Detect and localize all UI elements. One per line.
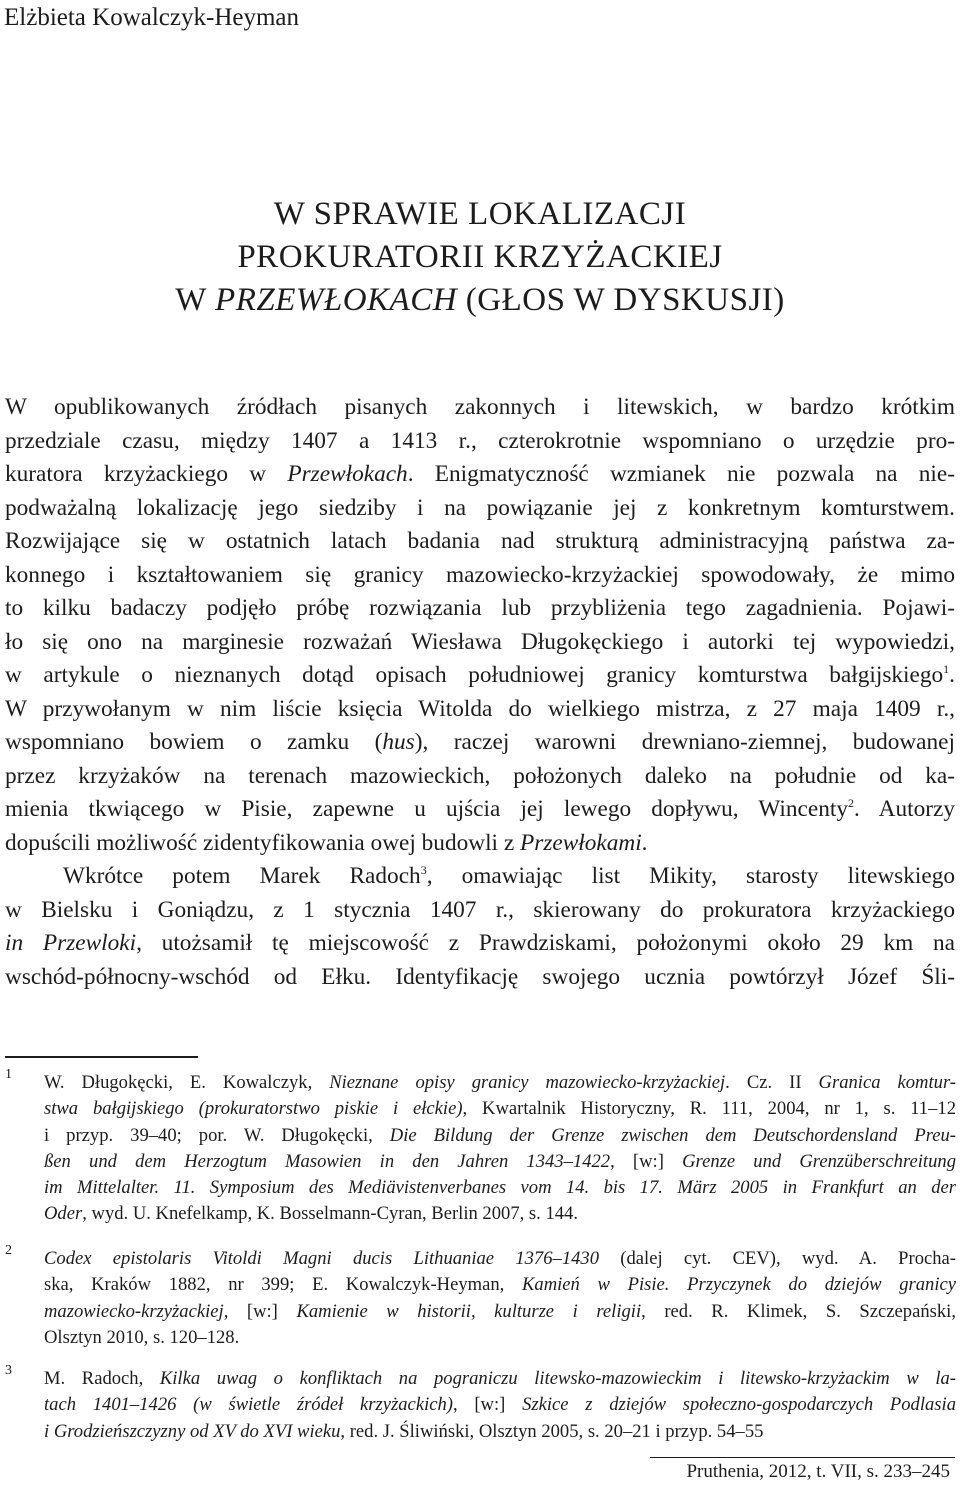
- journal-citation: Pruthenia, 2012, t. VII, s. 233–245: [686, 1461, 950, 1482]
- footnote-ref-2: 2: [847, 796, 854, 811]
- footnote-ref-1: 1: [943, 662, 950, 677]
- text: Wkrótce potem Marek Radoch: [63, 863, 421, 889]
- text: , red. R. Klimek, S. Szczepański,: [641, 1300, 956, 1322]
- text: W. Długokęcki, E. Kowalczyk,: [44, 1072, 330, 1093]
- text: (dalej cyt. CEV), wyd. A. Procha-: [599, 1248, 956, 1269]
- italic-title: Grenze und Grenzüberschreitung: [682, 1150, 956, 1172]
- body-line: [5, 927, 955, 961]
- title-line-3-pre: W: [175, 282, 216, 318]
- body-line: [5, 458, 955, 492]
- body-paragraph-1: [5, 391, 955, 994]
- running-head-author: Elżbieta Kowalczyk-Heyman: [4, 4, 300, 31]
- journal-rule: [650, 1457, 955, 1458]
- text: i przyp. 39–40; por. W. Długokęcki,: [44, 1124, 390, 1146]
- italic-title: Codex epistolaris Vitoldi Magni ducis Lithuaniae 1376–1430: [44, 1248, 600, 1269]
- text: ska, Kraków 1882, nr 399; E. Kowalczyk-Heyman,: [44, 1274, 522, 1296]
- text: , [w:]: [223, 1300, 297, 1322]
- text: .: [641, 829, 648, 856]
- italic-place-name: Przewłokach: [287, 461, 408, 487]
- body-line: [5, 659, 955, 693]
- body-line: przez krzyżaków na terenach mazowieckich, położonych daleko na południe od ka-: [5, 762, 955, 789]
- text: .: [949, 662, 955, 688]
- italic-title: Kamienie w historii, kulturze i religii: [296, 1300, 642, 1322]
- text: . Cz. II: [725, 1072, 819, 1093]
- footnote-line: Olsztyn 2010, s. 120–128.: [44, 1326, 240, 1348]
- footnote-number: 2: [5, 1243, 12, 1258]
- text: . Autorzy: [853, 796, 955, 822]
- body-line: podważalną lokalizację jego siedziby i na powiązanie jej z konkretnym komturstwem.: [5, 494, 955, 521]
- body-line: W przywołanym w nim liście księcia Witolda do wielkiego mistrza, z 27 maja 1409 r.,: [5, 695, 955, 722]
- footnote-line: [44, 1070, 956, 1096]
- text: dopuścili możliwość zidentyfikowania owej budowli z: [5, 829, 521, 856]
- footnote-text: [44, 1246, 956, 1351]
- text: M. Radoch,: [44, 1368, 160, 1389]
- italic-place-name: Przewłokami: [520, 829, 642, 856]
- footnote-line: [44, 1272, 956, 1298]
- italic-title: ßen und dem Herzogtum Masowien in den Jahren 1343–1422: [44, 1150, 611, 1172]
- article-title: [0, 193, 960, 322]
- italic-title: Granica komtur-: [818, 1072, 957, 1093]
- body-line: ło się ono na marginesie rozważań Wiesława Długokęckiego i autorki tej wypowiedzi,: [5, 628, 955, 655]
- text: w artykule o nieznanych dotąd opisach południowej granicy komturstwa bałgijskiego: [5, 662, 944, 688]
- text: ), raczej warowni drewniano-ziemnej, budowanej: [414, 729, 955, 755]
- text: , Kwartalnik Historyczny, R. 111, 2004, nr 1, s. 11–12: [462, 1098, 956, 1120]
- body-line: wschód-północny-wschód od Ełku. Identyfikację swojego ucznia powtórzył Józef Śli-: [5, 963, 955, 990]
- title-line-2: PROKURATORII KRZYŻACKIEJ: [237, 239, 723, 275]
- footnote-line: [44, 1123, 956, 1149]
- footnote-line: [44, 1419, 956, 1445]
- body-line: [5, 860, 955, 894]
- footnote-line: [44, 1149, 956, 1175]
- text: , red. J. Śliwiński, Olsztyn 2005, s. 20–21 i przyp. 54–55: [340, 1420, 764, 1442]
- title-line-3-post: (GŁOS W DYSKUSJI): [457, 282, 785, 318]
- italic-title: im Mittelalter. 11. Symposium des Mediävistenverbanes vom 14. bis 17. März 2005 in Frankfurt an der: [44, 1177, 956, 1199]
- footnote-separator: [5, 1056, 198, 1058]
- italic-title: mazowiecko-krzyżackiej: [44, 1300, 224, 1322]
- italic-place-name: in Przewloki: [5, 930, 137, 956]
- italic-title: Szkice z dziejów społeczno-gospodarczych Podlasia: [522, 1394, 956, 1416]
- footnote-number: 3: [5, 1363, 12, 1378]
- body-line: konnego i kształtowaniem się granicy mazowiecko-krzyżackiej spowodowały, że mimo: [5, 561, 955, 588]
- footnote-line: [44, 1366, 956, 1392]
- footnote-line: [44, 1096, 956, 1122]
- footnote-line: [44, 1201, 956, 1227]
- italic-title: Kamień w Pisie. Przyczynek do dziejów granicy: [522, 1274, 956, 1296]
- text: . Enigmatyczność wzmianek nie pozwala na nie-: [407, 461, 955, 487]
- text: , wyd. U. Knefelkamp, K. Bosselmann-Cyran, Berlin 2007, s. 144.: [82, 1203, 578, 1225]
- text: , [w:]: [610, 1150, 683, 1172]
- footnote-line: [44, 1299, 956, 1325]
- text: kuratora krzyżackiego w: [5, 461, 288, 487]
- body-line: [5, 827, 955, 861]
- footnote-line: [44, 1175, 956, 1201]
- italic-title: Kilka uwag o konfliktach na pograniczu litewsko-mazowieckim i litewsko-krzyżackim w la-: [159, 1368, 956, 1389]
- italic-title: Die Bildung der Grenze zwischen dem Deutschordensland Preu-: [389, 1124, 956, 1146]
- italic-title: i Grodzieńszczyzny od XV do XVI wieku: [44, 1420, 341, 1442]
- italic-title: Oder: [44, 1203, 83, 1225]
- body-line: [5, 793, 955, 827]
- footnote-text: [44, 1070, 956, 1228]
- body-line: przedziale czasu, między 1407 a 1413 r., czterokrotnie wspomniano o urzędzie pro-: [5, 427, 955, 454]
- footnote-line: [44, 1392, 956, 1418]
- text: , [w:]: [452, 1394, 523, 1416]
- text: wspomniano bowiem o zamku (: [5, 729, 383, 755]
- text: , omawiając list Mikity, starosty litewskiego: [426, 863, 955, 889]
- title-line-3-italic: PRZEWŁOKACH: [215, 282, 458, 318]
- text: , utożsamił tę miejscowość z Prawdziskami, położonymi około 29 km na: [136, 930, 955, 956]
- body-line: Rozwijające się w ostatnich latach badania nad strukturą administracyjną państwa za-: [5, 528, 955, 554]
- body-line: to kilku badaczy podjęło próbę rozwiązania lub przybliżenia tego zagadnienia. Pojawi-: [5, 595, 955, 621]
- italic-title: tach 1401–1426 (w świetle źródeł krzyżackich): [44, 1394, 453, 1416]
- body-line: w Bielsku i Goniądzu, z 1 stycznia 1407 r., skierowany do prokuratora krzyżackiego: [5, 896, 955, 923]
- footnote-ref-3: 3: [420, 863, 427, 878]
- title-line-1: W SPRAWIE LOKALIZACJI: [273, 196, 687, 232]
- text: mienia tkwiącego w Pisie, zapewne u ujścia jej lewego dopływu, Wincenty: [5, 796, 848, 822]
- body-line: W opublikowanych źródłach pisanych zakonnych i litewskich, w bardzo krótkim: [5, 394, 955, 420]
- footnote-text: [44, 1366, 956, 1445]
- footnote-line: [44, 1246, 956, 1272]
- body-line: [5, 726, 955, 760]
- italic-term: hus: [382, 729, 415, 755]
- italic-title: Nieznane opisy granicy mazowiecko-krzyżackiej: [329, 1072, 726, 1093]
- footnote-number: 1: [5, 1067, 12, 1082]
- title-line-3: [0, 279, 960, 322]
- italic-title: stwa bałgijskiego (prokuratorstwo piskie i ełckie): [44, 1098, 463, 1120]
